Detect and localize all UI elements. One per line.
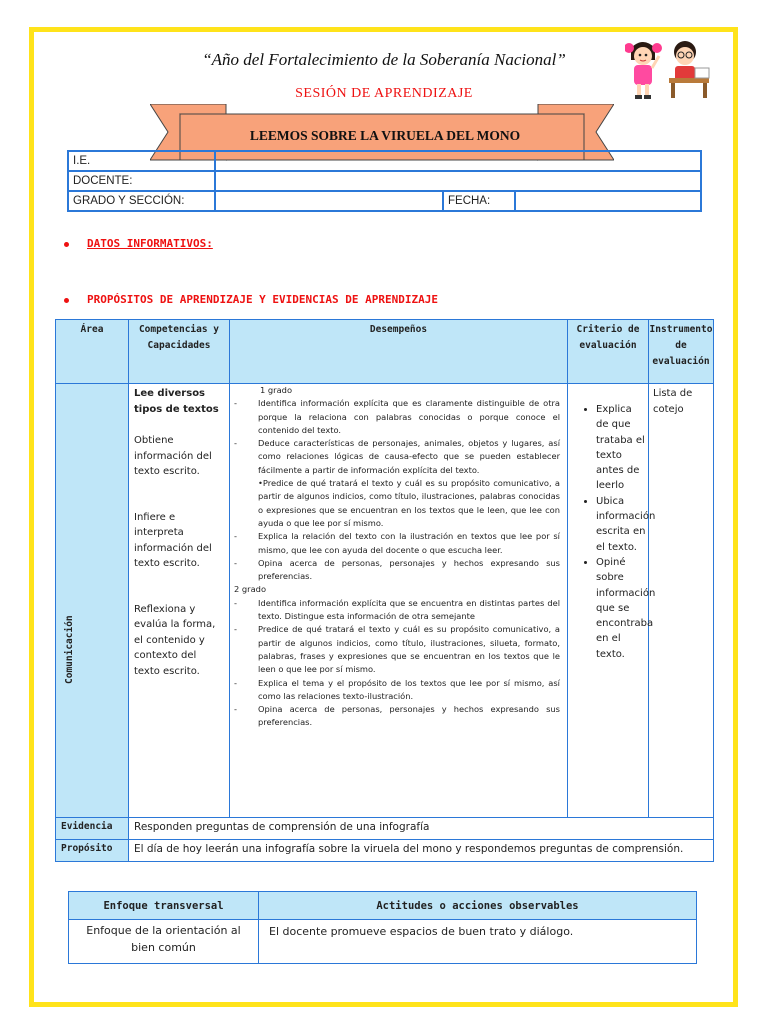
docente-label: DOCENTE: bbox=[68, 171, 215, 191]
info-table bbox=[67, 150, 702, 212]
year-motto: “Año del Fortalecimiento de la Soberanía Nacional” bbox=[202, 50, 566, 69]
area-label: Comunicación bbox=[64, 615, 75, 684]
grado-field[interactable] bbox=[215, 191, 443, 211]
children-illustration bbox=[625, 38, 713, 100]
section-datos bbox=[64, 237, 213, 250]
criterio-item: • Explica de que trataba el texto antes de leerlo bbox=[596, 402, 646, 494]
bullet-icon bbox=[64, 242, 69, 247]
section-propositos-label: PROPÓSITOS DE APRENDIZAJE Y EVIDENCIAS DE APRENDIZAJE bbox=[87, 293, 438, 306]
grado1-label: 1 grado bbox=[260, 385, 293, 395]
criterio-item: • Ubica información escrita en el texto. bbox=[596, 494, 646, 555]
ie-field[interactable] bbox=[215, 151, 701, 171]
criterio-cell bbox=[568, 384, 656, 818]
section-propositos bbox=[64, 293, 438, 306]
fecha-label: FECHA: bbox=[443, 191, 515, 211]
evidencia-label: Evidencia bbox=[56, 818, 129, 840]
girl-figure bbox=[625, 42, 662, 99]
header-criterio: Criterio de evaluación bbox=[568, 320, 649, 384]
desempenos-cell bbox=[230, 384, 568, 818]
evidencia-text: Responden preguntas de comprensión de una infografía bbox=[129, 818, 714, 840]
grado2-label: 2 grado bbox=[234, 584, 267, 595]
desempeno-item: - Opina acerca de personas, personajes y hechos expresando sus preferencias. bbox=[234, 704, 560, 728]
desempeno-item: - Explica la relación del texto con la ilustración en textos que lee por sí mismo, que lee con ayuda del docente o que escucha leer. bbox=[234, 531, 560, 555]
desempeno-item: - Identifica información explícita que es claramente distinguible de otra porque la relaciona con palabras conocidas o porque conoce el contenido del texto. bbox=[234, 398, 560, 435]
boy-figure bbox=[669, 41, 709, 98]
session-title: LEEMOS SOBRE LA VIRUELA DEL MONO bbox=[249, 128, 521, 143]
fecha-field[interactable] bbox=[515, 191, 701, 211]
header-competencias: Competencias y Capacidades bbox=[129, 320, 230, 384]
capacidad-item: Reflexiona y evalúa la forma, el contenido y contexto del texto escrito. bbox=[134, 603, 216, 677]
competencia-title: Lee diversos tipos de textos bbox=[134, 388, 219, 415]
docente-field[interactable] bbox=[215, 171, 701, 191]
desempeno-item: - Deduce características de personajes, animales, objetos y lugares, así como relaciones lógicas de causa-efecto que se pueden establecer fácilmente a partir de información explícita del texto. bbox=[234, 438, 560, 475]
enfoque-table bbox=[68, 891, 697, 964]
desempeno-item: •Predice de qué tratará el texto y cuál es su propósito comunicativo, a partir de algunos indicios, como título, ilustraciones, palabras conocidas o expresiones que se encuentran en los textos que le leen, que lee con ayuda o que lee por sí mismo. bbox=[258, 478, 560, 528]
capacidad-item: Infiere e interpreta información del texto escrito. bbox=[134, 511, 212, 569]
desempeno-item: - Identifica información explícita que se encuentra en distintas partes del texto. Distingue esta información de otra semejante bbox=[234, 597, 560, 622]
instrumento-cell: Lista de cotejo bbox=[649, 384, 714, 818]
actitud-value: El docente promueve espacios de buen trato y diálogo. bbox=[259, 920, 697, 964]
desempeno-item: - Opina acerca de personas, personajes y hechos expresando sus preferencias. bbox=[234, 557, 560, 582]
header-actitudes: Actitudes o acciones observables bbox=[259, 892, 697, 920]
proposito-label: Propósito bbox=[56, 840, 129, 862]
header-enfoque: Enfoque transversal bbox=[69, 892, 259, 920]
area-cell bbox=[56, 384, 129, 818]
capacidad-item: Obtiene información del texto escrito. bbox=[134, 435, 212, 477]
grado-label: GRADO Y SECCIÓN: bbox=[68, 191, 215, 211]
header-area: Área bbox=[56, 320, 129, 384]
desempeno-item: - Explica el tema y el propósito de los textos que lee por sí mismo, así como las relaciones texto-ilustración. bbox=[234, 677, 560, 701]
ie-label: I.E. bbox=[68, 151, 215, 171]
session-label: SESIÓN DE APRENDIZAJE bbox=[295, 86, 473, 101]
header-desempenos: Desempeños bbox=[230, 320, 568, 384]
enfoque-value: Enfoque de la orientación al bien común bbox=[69, 920, 259, 964]
learning-table bbox=[55, 319, 714, 862]
desempeno-item: - Predice de qué tratará el texto y cuál es su propósito comunicativo, a partir de algunos indicios, como título, ilustraciones, silueta, formato, palabras, frases y expresiones que se encuentran en los textos que le leen o que lee por sí mismo. bbox=[234, 624, 560, 675]
bullet-icon bbox=[64, 298, 69, 303]
criterio-item: • Opiné sobre información que se encontraba en el texto. bbox=[596, 555, 646, 662]
proposito-text: El día de hoy leerán una infografía sobre la viruela del mono y respondemos preguntas de comprensión. bbox=[129, 840, 714, 862]
header-instrumento: Instrumento de evaluación bbox=[649, 320, 714, 384]
section-datos-label: DATOS INFORMATIVOS: bbox=[87, 237, 213, 250]
competencias-cell bbox=[129, 384, 230, 818]
